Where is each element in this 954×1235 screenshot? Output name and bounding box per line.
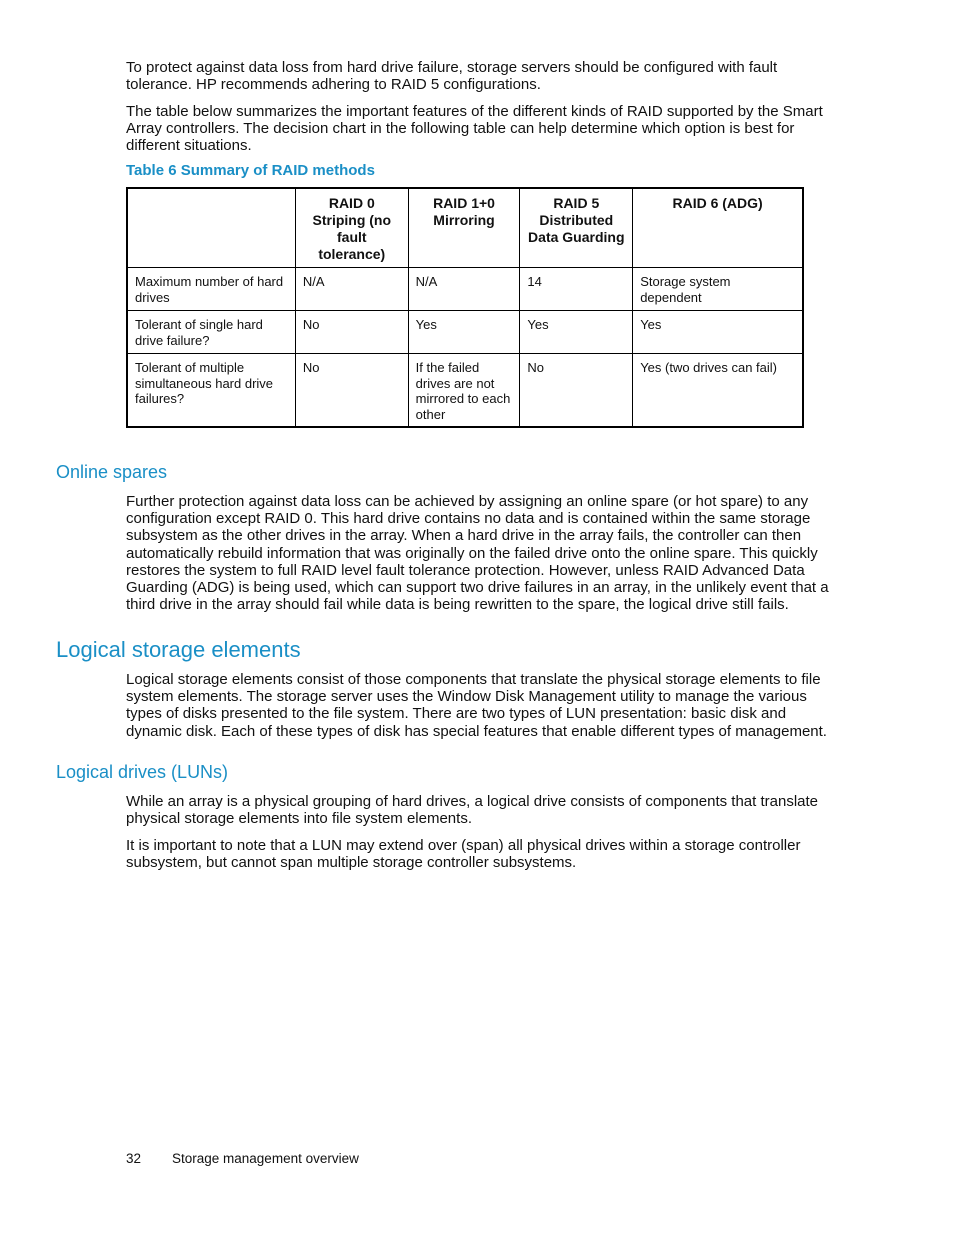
- online-spares-paragraph: Further protection against data loss can be achieved by assigning an online spare (or hot spare) to any configuration except RAID 0. This hard drive contains no data and is contained within the same storage subsystem as the other drives in the array. When a hard drive in the array fails, the controller can then automatically rebuild information that was originally on the failed drive onto the online spare. This quickly restores the system to full RAID level fault tolerance protection. However, unless RAID Advanced Data Guarding (ADG) is being used, which can support two drive failures in an array, in the unlikely event that a third drive in the array should fail while data is being rewritten to the spare, the logical drive still fails.: [126, 493, 829, 614]
- table-header-row: [127, 188, 803, 268]
- header-raid-5: RAID 5 Distributed Data Guarding: [520, 188, 633, 268]
- logical-storage-heading: Logical storage elements: [56, 637, 301, 662]
- table-cell: Storage system dependent: [633, 268, 803, 311]
- page-footer: [126, 1151, 359, 1166]
- table-cell: Yes (two drives can fail): [633, 354, 803, 428]
- table-cell: N/A: [408, 268, 520, 311]
- table-cell: No: [295, 354, 408, 428]
- table-row: [127, 311, 803, 354]
- table-row: [127, 268, 803, 311]
- logical-drives-paragraph-2: It is important to note that a LUN may extend over (span) all physical drives within a storage controller subsystem, but cannot span multiple storage controller subsystems.: [126, 837, 801, 872]
- table-caption: Table 6 Summary of RAID methods: [126, 162, 375, 179]
- row-label: Tolerant of single hard drive failure?: [127, 311, 295, 354]
- logical-drives-heading: Logical drives (LUNs): [56, 762, 229, 782]
- table-cell: No: [520, 354, 633, 428]
- row-label: Tolerant of multiple simultaneous hard drive failures?: [127, 354, 295, 428]
- intro-paragraph-2: The table below summarizes the important features of the different kinds of RAID supported by the Smart Array controllers. The decision chart in the following table can help determine which option is best for different situations.: [126, 103, 823, 155]
- header-raid-0: RAID 0 Striping (no fault tolerance): [295, 188, 408, 268]
- logical-storage-paragraph: Logical storage elements consist of those components that translate the physical storage elements to file system elements. The storage server uses the Window Disk Management utility to manage the various types of disks presented to the file system. There are two types of LUN presentation: basic disk and dynamic disk. Each of these types of disk has special features that enable different types of management.: [126, 671, 827, 740]
- header-empty: [127, 188, 295, 268]
- table-cell: Yes: [408, 311, 520, 354]
- table-cell: N/A: [295, 268, 408, 311]
- table-cell: If the failed drives are not mirrored to each other: [408, 354, 520, 428]
- page-number: 32: [126, 1151, 142, 1166]
- header-raid-6: RAID 6 (ADG): [633, 188, 803, 268]
- table-cell: Yes: [520, 311, 633, 354]
- row-label: Maximum number of hard drives: [127, 268, 295, 311]
- online-spares-heading: Online spares: [56, 462, 168, 482]
- table-cell: 14: [520, 268, 633, 311]
- logical-drives-paragraph-1: While an array is a physical grouping of hard drives, a logical drive consists of components that translate physical storage elements into file system elements.: [126, 793, 819, 828]
- table-cell: Yes: [633, 311, 803, 354]
- raid-summary-table: [126, 187, 804, 428]
- table-cell: No: [295, 311, 408, 354]
- footer-section-title: Storage management overview: [172, 1151, 359, 1166]
- table-row: [127, 354, 803, 428]
- header-raid-10: RAID 1+0 Mirroring: [408, 188, 520, 268]
- intro-paragraph-1: To protect against data loss from hard drive failure, storage servers should be configured with fault tolerance. HP recommends adhering to RAID 5 configurations.: [126, 59, 778, 94]
